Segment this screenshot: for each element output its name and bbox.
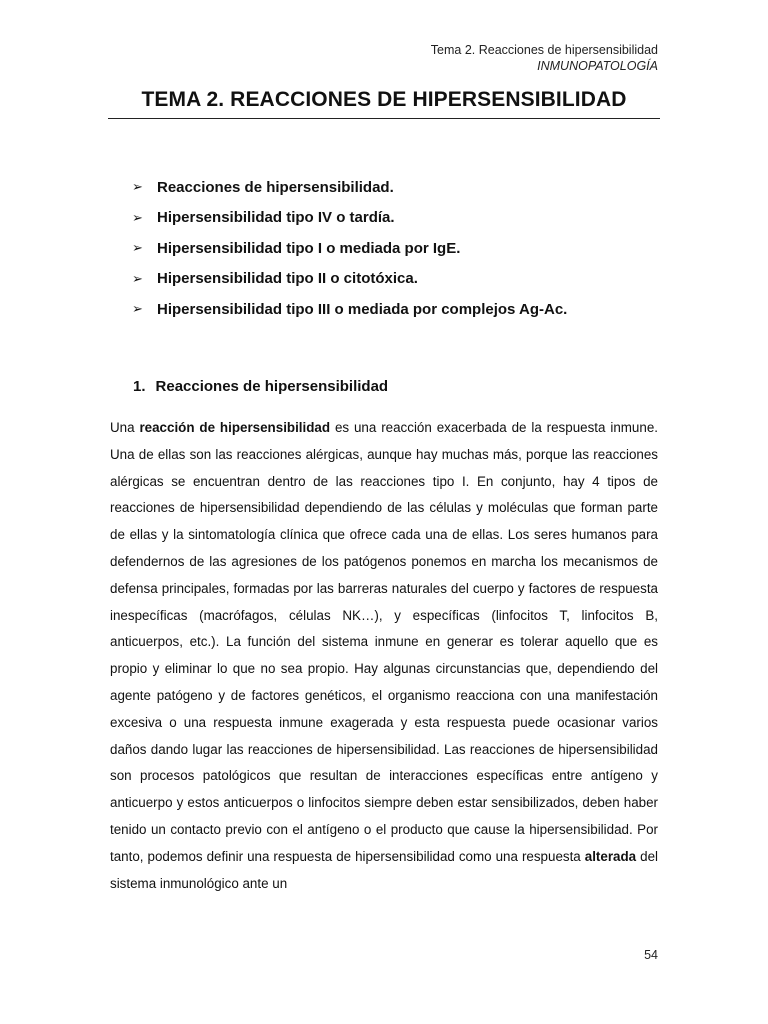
arrow-bullet-icon: ➢ xyxy=(132,301,143,317)
arrow-bullet-icon: ➢ xyxy=(132,179,143,195)
section-heading xyxy=(133,378,388,395)
list-item-label: Hipersensibilidad tipo II o citotóxica. xyxy=(157,270,418,288)
list-item-label: Hipersensibilidad tipo IV o tardía. xyxy=(157,209,395,227)
list-item-label: Hipersensibilidad tipo III o mediada por complejos Ag-Ac. xyxy=(157,300,568,318)
paragraph-text: del sistema inmunológico ante un xyxy=(110,848,658,891)
header-topic: Tema 2. Reacciones de hipersensibilidad xyxy=(430,43,658,57)
list-item-label: Hipersensibilidad tipo I o mediada por IgE. xyxy=(157,239,461,257)
arrow-bullet-icon: ➢ xyxy=(132,270,143,286)
body-paragraph xyxy=(110,415,658,897)
section-title: Reacciones de hipersensibilidad xyxy=(155,378,389,395)
paragraph-text: es una reacción exacerbada de la respuesta inmune. Una de ellas son las reacciones alérgicas, aunque hay muchas más, porque las reacciones alérgicas se encuentran dentro de las reacciones tipo I. En conjunto, hay 4 tipos de reacciones de hipersensibilidad dependiendo de las células y moléculas que forman parte de ellas y la sintomatología clínica que ofrece cada una de ellas. Los seres humanos para defendernos de las agresiones de los patógenos ponemos en marcha los mecanismos de defensa principales, formadas por las barreras naturales del cuerpo y factores de respuesta inespecíficas (macrófagos, células NK…), y específicas (linfocitos T, linfocitos B, anticuerpos, etc.). La función del sistema inmune en generar es tolerar aquello que es propio y eliminar lo que no sea propio. Hay algunas circunstancias que, dependiendo del agente patógeno y de factores genéticos, el organismo reacciona con una manifestación excesiva o una respuesta inmune exagerada y esta respuesta puede ocasionar varios daños dando lugar las reacciones de hipersensibilidad. Las reacciones de hipersensibilidad son procesos patológicos que resultan de interacciones específicas entre antígeno y anticuerpo y estos anticuerpos o linfocitos siempre deben estar sensibilizados, deben haber tenido un contacto previo con el antígeno o el producto que cause la hipersensibilidad. Por tanto, podemos definir una respuesta de hipersensibilidad como una respuesta xyxy=(110,420,658,864)
section-number: 1. xyxy=(133,378,146,395)
topic-list xyxy=(132,172,567,325)
running-header xyxy=(431,42,658,74)
list-item xyxy=(132,294,567,325)
paragraph-bold-term: alterada xyxy=(584,848,637,864)
page-number: 54 xyxy=(644,948,658,962)
list-item xyxy=(132,264,567,295)
page-title: TEMA 2. REACCIONES DE HIPERSENSIBILIDAD xyxy=(141,88,627,111)
list-item xyxy=(132,203,567,234)
header-subject: INMUNOPATOLOGÍA xyxy=(537,59,658,73)
list-item xyxy=(132,172,567,203)
arrow-bullet-icon: ➢ xyxy=(132,240,143,256)
list-item xyxy=(132,233,567,264)
paragraph-bold-term: reacción de hipersensibilidad xyxy=(139,420,331,435)
title-underline xyxy=(108,118,660,119)
arrow-bullet-icon: ➢ xyxy=(132,209,143,225)
paragraph-text: Una xyxy=(110,420,140,435)
list-item-label: Reacciones de hipersensibilidad. xyxy=(157,178,394,196)
